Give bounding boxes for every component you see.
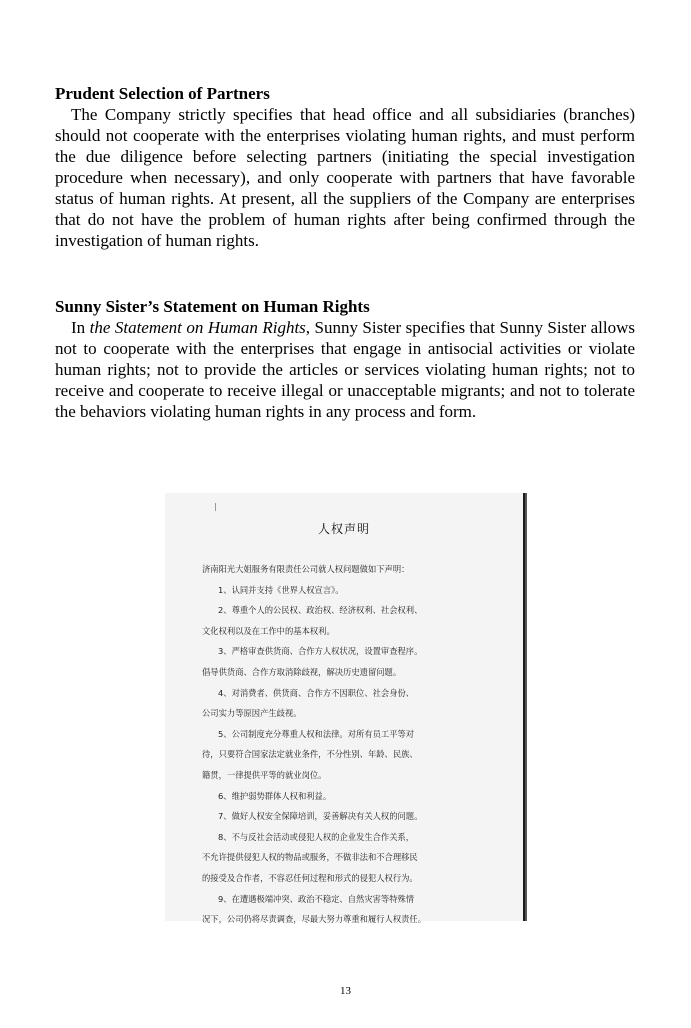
scan-line: 3、严格审查供货商、合作方人权状况，设置审查程序。 [218,646,423,657]
scanned-statement-image [165,493,525,925]
section-prudent-selection [55,83,635,251]
scan-line: 5、公司制度充分尊重人权和法律。对所有员工平等对 [218,728,415,739]
section-heading: Sunny Sister’s Statement on Human Rights [55,297,370,316]
scan-line: 文化权利以及在工作中的基本权利。 [202,625,335,636]
scan-line: 待，只要符合国家法定就业条件，不分性别、年龄、民族、 [202,749,418,760]
scan-line: 4、对消费者、供货商、合作方不因职位、社会身份、 [218,687,415,698]
section-paragraph [55,317,635,422]
section-paragraph: The Company strictly specifies that head office and all subsidiaries (branches) should not cooperate with the enterprises violating human rights, and must perform the due diligence before selecting partners (initiating the special investigation procedure when necessary), and only cooperate with partners that have favorable status of human rights. At present, all the suppliers of the Company are enterprises that do not have the problem of human rights after being confirmed through the investigation of human rights. [55,105,635,250]
scan-title: 人权声明 [317,522,370,536]
paragraph-rest: , Sunny Sister specifies that Sunny Sister allows not to cooperate with the enterprises that engage in antisocial activities or violate human rights; not to provide the articles or services violating human rights; not to receive and cooperate to receive illegal or unacceptable migrants; and not to tolerate the behaviors violating human rights in any process and form. [55,318,635,421]
section-heading: Prudent Selection of Partners [55,84,270,103]
scan-line: 9、在遭遇极端冲突、政治不稳定、自然灾害等特殊情 [218,893,415,904]
scan-line: 籍贯，一律提供平等的就业岗位。 [202,769,327,780]
paragraph-lead: In [71,318,90,337]
page-number: 13 [340,985,351,997]
scan-artifact-mark [215,503,216,511]
statement-title-italic: the Statement on Human Rights [89,318,306,337]
scan-line: 济南阳光大姐服务有限责任公司就人权问题做如下声明： [202,564,410,574]
scan-line: 6、维护弱势群体人权和利益。 [218,790,332,801]
scan-line: 8、不与反社会活动或侵犯人权的企业发生合作关系， [218,831,415,842]
scan-line: 况下，公司仍将尽责调查，尽最大努力尊重和履行人权责任。 [202,914,427,925]
section-human-rights-statement [55,296,635,422]
scan-line: 的接受及合作者，不容忍任何过程和形式的侵犯人权行为。 [202,872,418,883]
scan-line: 倡导供货商、合作方取消除歧视，解决历史遗留问题。 [202,666,402,677]
scan-body [202,559,502,930]
scan-line: 2、尊重个人的公民权、政治权、经济权利、社会权利、 [218,605,423,616]
scan-line: 1、认同并支持《世界人权宣言》。 [218,584,344,595]
scan-line: 公司实力等原因产生歧视。 [202,708,302,719]
scan-line: 7、做好人权安全保障培训，妥善解决有关人权的问题。 [218,811,423,822]
scan-line: 不允许提供侵犯人权的物品或服务，不做非法和不合理移民 [202,852,418,863]
